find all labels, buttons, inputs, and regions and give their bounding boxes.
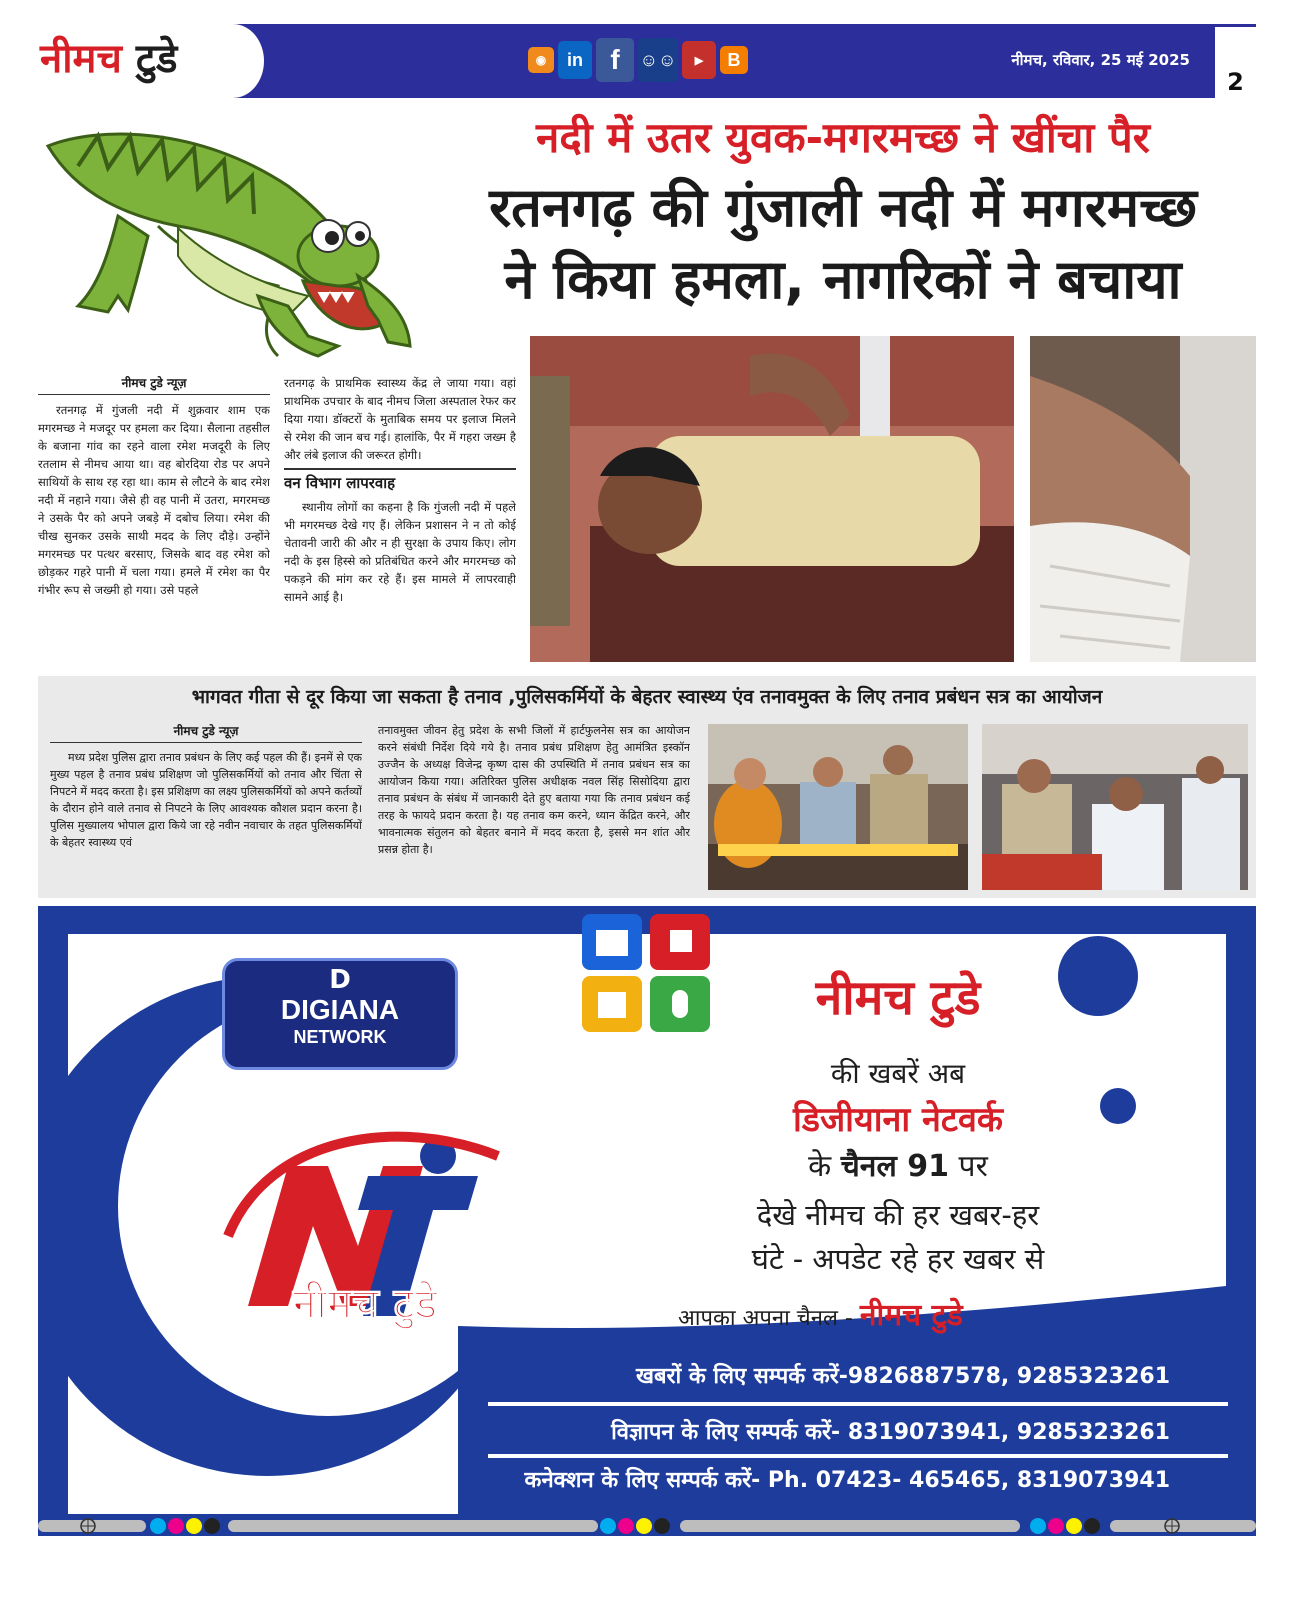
hospital-photo[interactable] bbox=[530, 336, 1014, 662]
leg-wound-photo-art bbox=[1030, 336, 1256, 662]
contact-ads[interactable]: विज्ञापन के लिए सम्पर्क करें- 8319073941, 9285323261 bbox=[611, 1420, 1170, 1445]
facebook-icon[interactable]: f bbox=[596, 38, 634, 82]
second-story-column-1 bbox=[50, 722, 362, 892]
police-audience-photo-art bbox=[982, 724, 1248, 890]
lead-body-1: रतनगढ़ में गुंजली नदी में शुक्रवार शाम एक मगरमच्छ ने मजदूर पर हमला कर दिया। सैलाना तहसील के बजाना गांव का रहने वाला रमेश मजदूरी के लिए रतलाम से नीमच आया था। वह बोरदिया रोड पर अपने साथियों के साथ रह रहा था। काम से लौटने के बाद रमेश नदी में नहाने गया। जैसे ही वह पानी में उतरा, मगरमच्छ ने उसके पैर को अपने जबड़े में दबोच लिया। रमेश की चीख सुनकर उसके साथी मदद के लिए दौड़े। उन्होंने मगरमच्छ पर पत्थर बरसाए, जिसके बाद वह रमेश को छोड़कर गहरे पानी में चला गया। हमले में रमेश का पैर गंभीर रूप से जख्मी हो गया। उसे पहले bbox=[38, 403, 270, 597]
hospital-photo-art bbox=[530, 336, 1014, 662]
lead-byline: नीमच टुडे न्यूज़ bbox=[38, 374, 270, 395]
second-story-body-2: तनावमुक्त जीवन हेतु प्रदेश के सभी जिलों में हार्टफुलनेस सत्र का आयोजन करने संबंधी निर्देश दिये गये है। तनाव प्रबंध प्रशिक्षण हेतु आमंत्रित इस्कॉन उज्जैन के अध्यक्ष विजेन्द्र कृष्ण दास की उपस्थिति में तनाव प्रबंधन सत्र का आयोजन किया गया। अतिरिक्त पुलिस अधीक्षक नवल सिंह सिसोदिया द्वारा तनाव प्रबंधन के संबंध में जानकारी देते हुए बताया गया कि तनाव प्रबंधन कई तरह के फायदे प्रदान करता है। यह तनाव कम करने, ध्यान केंद्रित करने, और भावनात्मक संतुलन को बेहतर बनाने में मदद करता है, इससे मन शांत और प्रसन्न होता है। bbox=[378, 724, 690, 856]
lead-subhead: वन विभाग लापरवाह bbox=[284, 468, 516, 494]
second-story-byline: नीमच टुडे न्यूज़ bbox=[50, 722, 362, 743]
leg-wound-photo[interactable] bbox=[1030, 336, 1256, 662]
logo-word-today: टुडे bbox=[135, 36, 178, 82]
police-audience-photo[interactable] bbox=[982, 724, 1248, 890]
rss-icon[interactable]: ◉ bbox=[528, 47, 554, 73]
second-story-column-2 bbox=[378, 722, 690, 892]
lead-headline: रतनगढ़ की गुंजाली नदी में मगरमच्छ ने किया हमला, नागरिकों ने बचाया bbox=[489, 176, 1197, 311]
ad-line-5: घंटे - अपडेट रहे हर खबर से bbox=[751, 1242, 1045, 1276]
myspace-icon[interactable]: ☺☺ bbox=[638, 38, 678, 82]
issue-date: नीमच, रविवार, 25 मई 2025 bbox=[1011, 51, 1190, 69]
lead-kicker: नदी में उतर युवक-मगरमच्छ ने खींचा पैर bbox=[536, 113, 1150, 162]
channel-advertisement[interactable] bbox=[38, 906, 1256, 1536]
ad-line-1: की खबरें अब bbox=[830, 1057, 966, 1090]
ad-line-3: के चैनल 91 पर bbox=[808, 1149, 988, 1184]
ad-tagline: आपका अपना चैनल - नीमच टुडे bbox=[678, 1298, 963, 1333]
lead-body-2: रतनगढ़ के प्राथमिक स्वास्थ्य केंद्र ले जाया गया। वहां प्राथमिक उपचार के बाद नीमच जिला अस्पताल रेफर कर दिया गया। डॉक्टरों के मुताबिक समय पर इलाज मिलने से रमेश की जान बच गई। हालांकि, पैर में गहरा जख्म है और लंबे इलाज की जरूरत होगी। bbox=[284, 376, 516, 462]
ad-brand-name: नीमच टुडे bbox=[815, 970, 981, 1026]
masthead bbox=[38, 24, 1256, 98]
lead-body-3: स्थानीय लोगों का कहना है कि गुंजली नदी में पहले भी मगरमच्छ देखे गए हैं। लेकिन प्रशासन ने न तो कोई चेतावनी जारी की और न ही सुरक्षा के उपाय किए। लोग नदी के इस हिस्से को प्रतिबंधित करने और मगरमच्छ को पकड़ने की मांग कर रहे हैं। इस मामले में लापरवाही सामने आई है। bbox=[284, 500, 516, 604]
blogger-icon[interactable]: B bbox=[720, 46, 748, 74]
digiana-network-logo: D DIGIANA NETWORK bbox=[222, 958, 458, 1070]
crocodile-illustration bbox=[38, 106, 418, 368]
channel-logo-name: नीमच टुडे bbox=[292, 1279, 438, 1328]
linkedin-icon[interactable]: in bbox=[558, 41, 592, 79]
session-stage-photo[interactable] bbox=[708, 724, 968, 890]
youtube-icon[interactable]: ▶ bbox=[682, 41, 716, 79]
lead-column-2 bbox=[284, 374, 516, 664]
second-story-headline: भागवत गीता से दूर किया जा सकता है तनाव ,पुलिसकर्मियों के बेहतर स्वास्थ्य एंव तनावमुक्त के लिए तनाव प्रबंधन सत्र का आयोजन bbox=[191, 686, 1103, 708]
contact-news[interactable]: खबरों के लिए सम्पर्क करें-9826887578, 9285323261 bbox=[635, 1364, 1170, 1389]
ad-line-2: डिजीयाना नेटवर्क bbox=[792, 1100, 1004, 1140]
page-number: 2 bbox=[1212, 24, 1256, 98]
newspaper-logo[interactable] bbox=[38, 24, 270, 98]
session-stage-photo-art bbox=[708, 724, 968, 890]
second-story-body-1: मध्य प्रदेश पुलिस द्वारा तनाव प्रबंधन के लिए कई पहल की हैं। इनमें से एक मुख्य पहल है तनाव प्रबंध प्रशिक्षण जो पुलिसकर्मियों को तनाव और चिंता से निपटने में मदद करता है। इस प्रशिक्षण का लक्ष्य पुलिसकर्मियों को अपने कर्तव्यों के दौरान होने वाले तनाव से निपटने के लिए आवश्यक कौशल प्रदान करना है। पुलिस मुख्यालय भोपाल द्वारा किये जा रहे नवीन नवाचार के तहत पुलिसकर्मियों के बेहतर स्वास्थ्य एवं bbox=[50, 751, 362, 849]
lead-column-1 bbox=[38, 374, 270, 664]
social-icons bbox=[528, 38, 748, 82]
logo-word-neemuch: नीमच bbox=[40, 36, 122, 82]
ad-line-4: देखे नीमच की हर खबर-हर bbox=[756, 1198, 1040, 1232]
print-register-marks bbox=[38, 1516, 1256, 1536]
contact-connection[interactable]: कनेक्शन के लिए सम्पर्क करें- Ph. 07423- 465465, 8319073941 bbox=[524, 1468, 1170, 1493]
